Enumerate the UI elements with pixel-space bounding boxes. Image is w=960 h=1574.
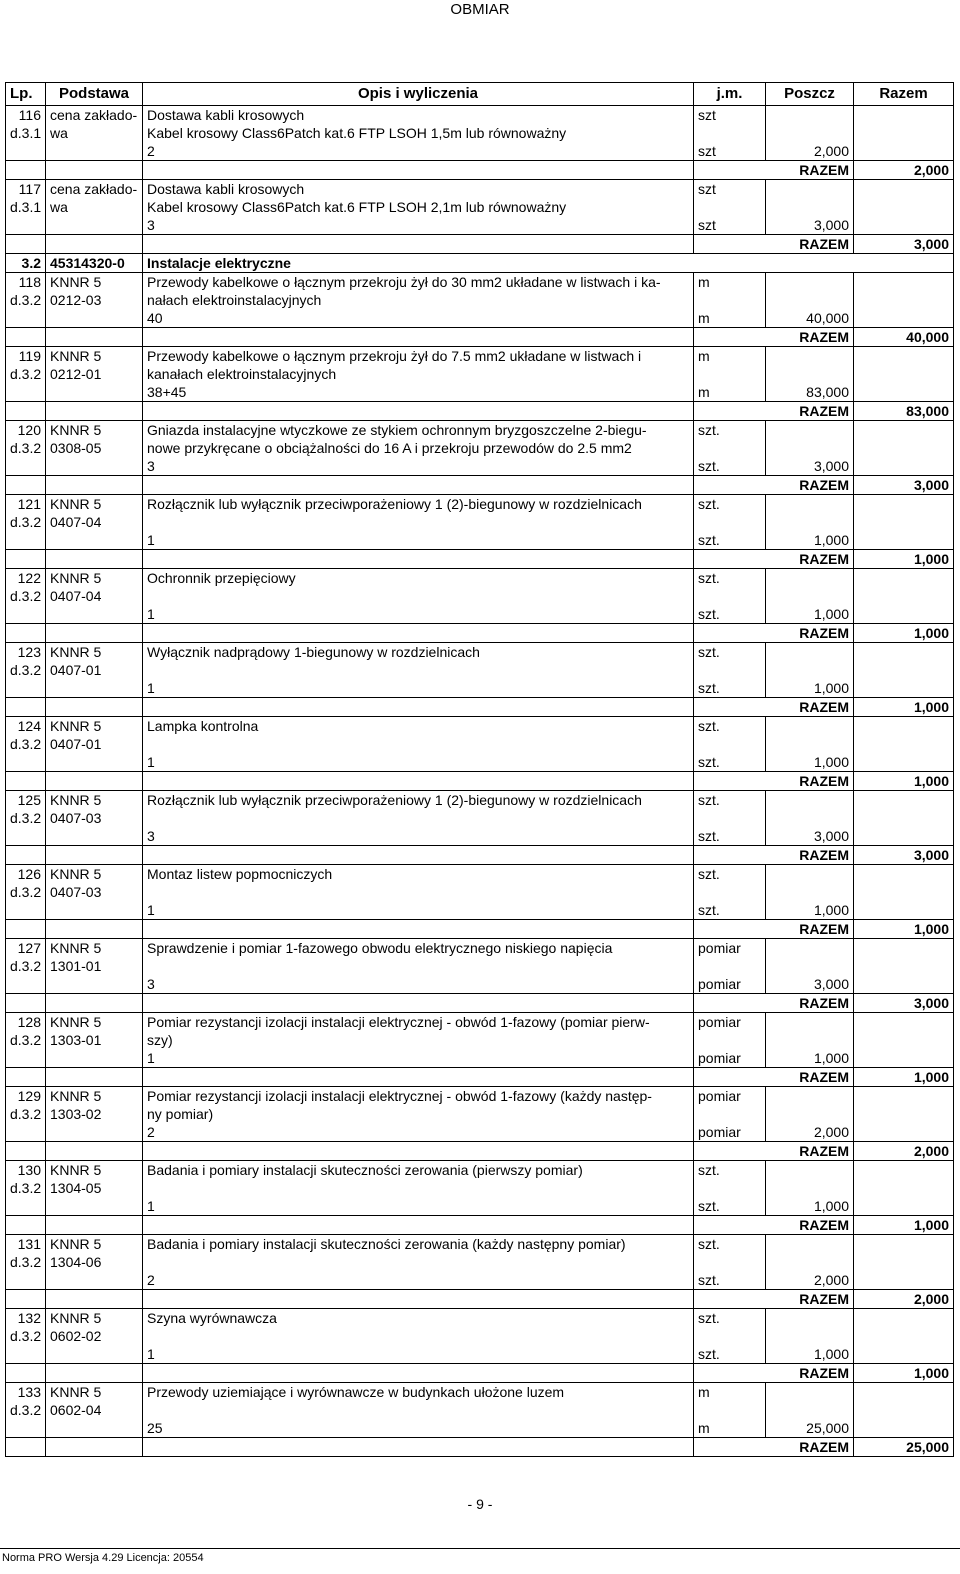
calculation-row (6, 216, 954, 235)
calculation-expression: 25 (143, 1419, 694, 1438)
header-razem: Razem (854, 83, 954, 106)
sum-row (6, 624, 954, 643)
item-unit: szt. (694, 717, 766, 736)
item-number: 117 (6, 180, 46, 199)
item-line (6, 421, 954, 440)
item-unit: szt. (694, 569, 766, 588)
item-section-ref: d.3.2 (6, 809, 46, 827)
item-line (6, 273, 954, 292)
item-line (6, 1309, 954, 1328)
item-description: Rozłącznik lub wyłącznik przeciwporażeniowy 1 (2)-biegunowy w rozdzielnicach (143, 791, 694, 810)
item-line (6, 1161, 954, 1180)
item-description: ny pomiar) (143, 1105, 694, 1123)
document-title: OBMIAR (450, 1, 510, 18)
sum-row (6, 1290, 954, 1309)
item-description: Przewody kabelkowe o łącznym przekroju żył do 30 mm2 układane w listwach i ka- (143, 273, 694, 292)
item-line (6, 1327, 954, 1345)
sum-value: 3,000 (854, 994, 954, 1013)
item-line (6, 957, 954, 975)
item-line (6, 791, 954, 810)
calculation-row (6, 1123, 954, 1142)
sum-label: RAZEM (694, 1290, 854, 1309)
calculation-row (6, 1345, 954, 1364)
item-unit: m (694, 273, 766, 292)
item-number: 130 (6, 1161, 46, 1180)
item-section-ref: d.3.2 (6, 291, 46, 309)
calculation-expression: 38+45 (143, 383, 694, 402)
item-line (6, 587, 954, 605)
calculation-expression: 40 (143, 309, 694, 328)
calculation-quantity: 2,000 (766, 1123, 854, 1142)
item-line (6, 1031, 954, 1049)
item-number: 122 (6, 569, 46, 588)
item-number: 128 (6, 1013, 46, 1032)
measurement-table (5, 82, 954, 1457)
header-lp: Lp. (6, 83, 46, 106)
sum-label: RAZEM (694, 550, 854, 569)
sum-label: RAZEM (694, 328, 854, 347)
section-heading-row (6, 254, 954, 273)
item-description: nałach elektroinstalacyjnych (143, 291, 694, 309)
section-title: Instalacje elektryczne (143, 254, 954, 273)
item-basis: KNNR 5 (46, 939, 143, 958)
calculation-quantity: 3,000 (766, 216, 854, 235)
sum-value: 1,000 (854, 1364, 954, 1383)
item-number: 118 (6, 273, 46, 292)
calculation-unit: szt. (694, 1345, 766, 1364)
sum-label: RAZEM (694, 402, 854, 421)
sum-row (6, 1216, 954, 1235)
section-number: 3.2 (6, 254, 46, 273)
item-section-ref: d.3.2 (6, 957, 46, 975)
calculation-expression: 1 (143, 1049, 694, 1068)
item-number: 125 (6, 791, 46, 810)
item-section-ref: d.3.2 (6, 1253, 46, 1271)
item-basis-code: 1303-01 (46, 1031, 143, 1049)
calculation-unit: pomiar (694, 1049, 766, 1068)
item-description: Gniazda instalacyjne wtyczkowe ze stykiem ochronnym bryzgoszczelne 2-biegu- (143, 421, 694, 440)
sum-row (6, 402, 954, 421)
item-section-ref: d.3.2 (6, 365, 46, 383)
item-section-ref: d.3.1 (6, 124, 46, 142)
calculation-unit: szt. (694, 1271, 766, 1290)
calculation-unit: szt. (694, 679, 766, 698)
calculation-quantity: 3,000 (766, 827, 854, 846)
item-number: 121 (6, 495, 46, 514)
item-section-ref: d.3.2 (6, 1179, 46, 1197)
calculation-row (6, 679, 954, 698)
item-description: Szyna wyrównawcza (143, 1309, 694, 1328)
calculation-expression: 1 (143, 679, 694, 698)
item-number: 123 (6, 643, 46, 662)
sum-value: 1,000 (854, 1216, 954, 1235)
item-line (6, 1235, 954, 1254)
calculation-quantity: 2,000 (766, 1271, 854, 1290)
item-basis: cena zakłado- (46, 106, 143, 125)
item-number: 124 (6, 717, 46, 736)
footer-note: Norma PRO Wersja 4.29 Licencja: 20554 (2, 1552, 204, 1564)
item-basis: KNNR 5 (46, 347, 143, 366)
item-unit: szt. (694, 495, 766, 514)
item-description: Kabel krosowy Class6Patch kat.6 FTP LSOH 2,1m lub równoważny (143, 198, 694, 216)
sum-row (6, 161, 954, 180)
sum-row (6, 994, 954, 1013)
item-basis: cena zakłado- (46, 180, 143, 199)
calculation-quantity: 1,000 (766, 531, 854, 550)
item-line (6, 124, 954, 142)
calculation-row (6, 1419, 954, 1438)
item-number: 126 (6, 865, 46, 884)
calculation-quantity: 2,000 (766, 142, 854, 161)
calculation-unit: szt (694, 216, 766, 235)
calculation-unit: szt. (694, 457, 766, 476)
item-basis-code: 0407-03 (46, 809, 143, 827)
item-line (6, 1401, 954, 1419)
item-basis-code: 1301-01 (46, 957, 143, 975)
item-basis: KNNR 5 (46, 1309, 143, 1328)
item-description: Montaz listew popmocniczych (143, 865, 694, 884)
item-unit: szt. (694, 1161, 766, 1180)
item-section-ref: d.3.2 (6, 439, 46, 457)
item-unit: pomiar (694, 939, 766, 958)
calculation-expression: 1 (143, 605, 694, 624)
calculation-expression: 2 (143, 1123, 694, 1142)
item-line (6, 106, 954, 125)
item-basis: KNNR 5 (46, 1383, 143, 1402)
item-line (6, 735, 954, 753)
item-number: 119 (6, 347, 46, 366)
item-basis-code: 1303-02 (46, 1105, 143, 1123)
item-basis-code: 0407-03 (46, 883, 143, 901)
item-line (6, 513, 954, 531)
item-section-ref: d.3.2 (6, 587, 46, 605)
calculation-expression: 1 (143, 1345, 694, 1364)
sum-row (6, 476, 954, 495)
sum-value: 83,000 (854, 402, 954, 421)
sum-value: 2,000 (854, 1142, 954, 1161)
item-line (6, 1253, 954, 1271)
calculation-unit: szt. (694, 901, 766, 920)
item-unit: szt. (694, 643, 766, 662)
item-basis: KNNR 5 (46, 1087, 143, 1106)
item-line (6, 1179, 954, 1197)
item-description: szy) (143, 1031, 694, 1049)
item-section-ref: d.3.1 (6, 198, 46, 216)
sum-value: 25,000 (854, 1438, 954, 1457)
footer-divider (0, 1548, 960, 1549)
item-description: Pomiar rezystancji izolacji instalacji elektrycznej - obwód 1-fazowy (pomiar pierw- (143, 1013, 694, 1032)
sum-value: 40,000 (854, 328, 954, 347)
item-line (6, 347, 954, 366)
calculation-unit: szt. (694, 1197, 766, 1216)
item-section-ref: d.3.2 (6, 735, 46, 753)
item-unit: szt. (694, 421, 766, 440)
calculation-row (6, 309, 954, 328)
item-number: 127 (6, 939, 46, 958)
sum-row (6, 235, 954, 254)
item-basis-code: 0407-01 (46, 735, 143, 753)
item-unit: szt. (694, 865, 766, 884)
header-opis: Opis i wyliczenia (143, 83, 694, 106)
sum-label: RAZEM (694, 698, 854, 717)
item-description: Dostawa kabli krosowych (143, 106, 694, 125)
sum-value: 1,000 (854, 920, 954, 939)
page-number: - 9 - (467, 1496, 493, 1512)
item-basis: KNNR 5 (46, 791, 143, 810)
item-section-ref: d.3.2 (6, 661, 46, 679)
item-description: Lampka kontrolna (143, 717, 694, 736)
calculation-row (6, 1049, 954, 1068)
item-description: Kabel krosowy Class6Patch kat.6 FTP LSOH 1,5m lub równoważny (143, 124, 694, 142)
sum-label: RAZEM (694, 1068, 854, 1087)
calculation-row (6, 901, 954, 920)
item-unit: szt (694, 180, 766, 199)
calculation-row (6, 1197, 954, 1216)
item-basis: KNNR 5 (46, 643, 143, 662)
calculation-unit: m (694, 309, 766, 328)
item-section-ref: d.3.2 (6, 1327, 46, 1345)
calculation-quantity: 3,000 (766, 457, 854, 476)
item-section-ref: d.3.2 (6, 1105, 46, 1123)
item-line (6, 439, 954, 457)
calculation-row (6, 142, 954, 161)
calculation-row (6, 457, 954, 476)
calculation-expression: 3 (143, 216, 694, 235)
item-line (6, 180, 954, 199)
sum-label: RAZEM (694, 1364, 854, 1383)
item-basis-code: 0308-05 (46, 439, 143, 457)
item-basis: KNNR 5 (46, 717, 143, 736)
calculation-unit: m (694, 383, 766, 402)
calculation-quantity: 3,000 (766, 975, 854, 994)
item-basis-code: 1304-06 (46, 1253, 143, 1271)
item-unit: szt (694, 106, 766, 125)
calculation-expression: 3 (143, 457, 694, 476)
sum-value: 1,000 (854, 772, 954, 791)
table-header-row (6, 83, 954, 106)
calculation-quantity: 40,000 (766, 309, 854, 328)
item-line (6, 883, 954, 901)
calculation-expression: 2 (143, 1271, 694, 1290)
item-line (6, 495, 954, 514)
item-basis: KNNR 5 (46, 865, 143, 884)
item-basis-code: 0602-04 (46, 1401, 143, 1419)
sum-value: 1,000 (854, 624, 954, 643)
sum-value: 3,000 (854, 235, 954, 254)
sum-row (6, 1068, 954, 1087)
item-basis-code: 0212-03 (46, 291, 143, 309)
calculation-expression: 1 (143, 901, 694, 920)
item-description: Rozłącznik lub wyłącznik przeciwporażeniowy 1 (2)-biegunowy w rozdzielnicach (143, 495, 694, 514)
item-description: Pomiar rezystancji izolacji instalacji elektrycznej - obwód 1-fazowy (każdy następ- (143, 1087, 694, 1106)
item-basis: KNNR 5 (46, 273, 143, 292)
sum-label: RAZEM (694, 1142, 854, 1161)
item-unit: szt. (694, 1235, 766, 1254)
item-unit: m (694, 1383, 766, 1402)
item-number: 133 (6, 1383, 46, 1402)
calculation-row (6, 383, 954, 402)
sum-label: RAZEM (694, 624, 854, 643)
calculation-row (6, 531, 954, 550)
item-line (6, 1383, 954, 1402)
sum-value: 2,000 (854, 1290, 954, 1309)
sum-row (6, 772, 954, 791)
item-basis: KNNR 5 (46, 1235, 143, 1254)
sum-value: 1,000 (854, 1068, 954, 1087)
item-line (6, 717, 954, 736)
calculation-row (6, 827, 954, 846)
calculation-row (6, 605, 954, 624)
calculation-quantity: 83,000 (766, 383, 854, 402)
sum-value: 3,000 (854, 476, 954, 495)
item-description: Wyłącznik nadprądowy 1-biegunowy w rozdzielnicach (143, 643, 694, 662)
section-code: 45314320-0 (46, 254, 143, 273)
sum-row (6, 846, 954, 865)
item-line (6, 809, 954, 827)
item-basis: KNNR 5 (46, 569, 143, 588)
item-unit: pomiar (694, 1087, 766, 1106)
item-number: 116 (6, 106, 46, 125)
item-basis-code: 0212-01 (46, 365, 143, 383)
item-line (6, 569, 954, 588)
sum-label: RAZEM (694, 994, 854, 1013)
item-section-ref: d.3.2 (6, 883, 46, 901)
item-description: Dostawa kabli krosowych (143, 180, 694, 199)
item-description: Badania i pomiary instalacji skuteczności zerowania (pierwszy pomiar) (143, 1161, 694, 1180)
calculation-expression: 1 (143, 1197, 694, 1216)
item-basis: KNNR 5 (46, 1013, 143, 1032)
item-basis-code: 0602-02 (46, 1327, 143, 1345)
calculation-quantity: 1,000 (766, 901, 854, 920)
calculation-unit: pomiar (694, 975, 766, 994)
calculation-expression: 2 (143, 142, 694, 161)
sum-label: RAZEM (694, 772, 854, 791)
calculation-unit: m (694, 1419, 766, 1438)
calculation-unit: szt. (694, 531, 766, 550)
calculation-row (6, 1271, 954, 1290)
calculation-quantity: 25,000 (766, 1419, 854, 1438)
sum-label: RAZEM (694, 920, 854, 939)
sum-value: 1,000 (854, 698, 954, 717)
item-unit: szt. (694, 1309, 766, 1328)
item-line (6, 1087, 954, 1106)
item-basis-code: wa (46, 198, 143, 216)
item-description: kanałach elektroinstalacyjnych (143, 365, 694, 383)
item-line (6, 643, 954, 662)
item-basis-code: wa (46, 124, 143, 142)
sum-label: RAZEM (694, 235, 854, 254)
calculation-unit: szt (694, 142, 766, 161)
item-line (6, 1105, 954, 1123)
item-description: nowe przykręcane o obciążalności do 16 A i przekroju przewodów do 2.5 mm2 (143, 439, 694, 457)
calculation-row (6, 975, 954, 994)
sum-label: RAZEM (694, 476, 854, 495)
calculation-quantity: 1,000 (766, 679, 854, 698)
item-line (6, 939, 954, 958)
item-basis-code: 0407-04 (46, 587, 143, 605)
item-description: Sprawdzenie i pomiar 1-fazowego obwodu elektrycznego niskiego napięcia (143, 939, 694, 958)
header-poszcz: Poszcz (766, 83, 854, 106)
item-number: 131 (6, 1235, 46, 1254)
sum-label: RAZEM (694, 1216, 854, 1235)
calculation-expression: 3 (143, 827, 694, 846)
calculation-expression: 1 (143, 753, 694, 772)
header-jm: j.m. (694, 83, 766, 106)
sum-row (6, 1438, 954, 1457)
sum-value: 2,000 (854, 161, 954, 180)
calculation-row (6, 753, 954, 772)
item-section-ref: d.3.2 (6, 1031, 46, 1049)
item-section-ref: d.3.2 (6, 513, 46, 531)
calculation-quantity: 1,000 (766, 605, 854, 624)
item-line (6, 291, 954, 309)
item-basis: KNNR 5 (46, 421, 143, 440)
item-basis: KNNR 5 (46, 495, 143, 514)
calculation-quantity: 1,000 (766, 1197, 854, 1216)
sum-label: RAZEM (694, 846, 854, 865)
sum-label: RAZEM (694, 1438, 854, 1457)
calculation-quantity: 1,000 (766, 753, 854, 772)
item-line (6, 865, 954, 884)
sum-row (6, 1364, 954, 1383)
item-line (6, 661, 954, 679)
item-basis-code: 0407-04 (46, 513, 143, 531)
item-unit: m (694, 347, 766, 366)
item-line (6, 198, 954, 216)
item-unit: szt. (694, 791, 766, 810)
calculation-unit: szt. (694, 827, 766, 846)
item-description: Badania i pomiary instalacji skuteczności zerowania (każdy następny pomiar) (143, 1235, 694, 1254)
sum-label: RAZEM (694, 161, 854, 180)
item-unit: pomiar (694, 1013, 766, 1032)
calculation-quantity: 1,000 (766, 1345, 854, 1364)
sum-row (6, 920, 954, 939)
item-number: 129 (6, 1087, 46, 1106)
calculation-unit: pomiar (694, 1123, 766, 1142)
calculation-quantity: 1,000 (766, 1049, 854, 1068)
item-line (6, 365, 954, 383)
item-basis-code: 1304-05 (46, 1179, 143, 1197)
sum-row (6, 328, 954, 347)
item-description: Przewody kabelkowe o łącznym przekroju żył do 7.5 mm2 układane w listwach i (143, 347, 694, 366)
calculation-expression: 3 (143, 975, 694, 994)
item-basis: KNNR 5 (46, 1161, 143, 1180)
item-line (6, 1013, 954, 1032)
item-number: 132 (6, 1309, 46, 1328)
sum-row (6, 550, 954, 569)
calculation-unit: szt. (694, 753, 766, 772)
sum-value: 3,000 (854, 846, 954, 865)
calculation-unit: szt. (694, 605, 766, 624)
item-description: Przewody uziemiające i wyrównawcze w budynkach ułożone luzem (143, 1383, 694, 1402)
item-basis-code: 0407-01 (46, 661, 143, 679)
header-podstawa: Podstawa (46, 83, 143, 106)
sum-row (6, 1142, 954, 1161)
sum-row (6, 698, 954, 717)
calculation-expression: 1 (143, 531, 694, 550)
item-description: Ochronnik przepięciowy (143, 569, 694, 588)
item-number: 120 (6, 421, 46, 440)
sum-value: 1,000 (854, 550, 954, 569)
item-section-ref: d.3.2 (6, 1401, 46, 1419)
